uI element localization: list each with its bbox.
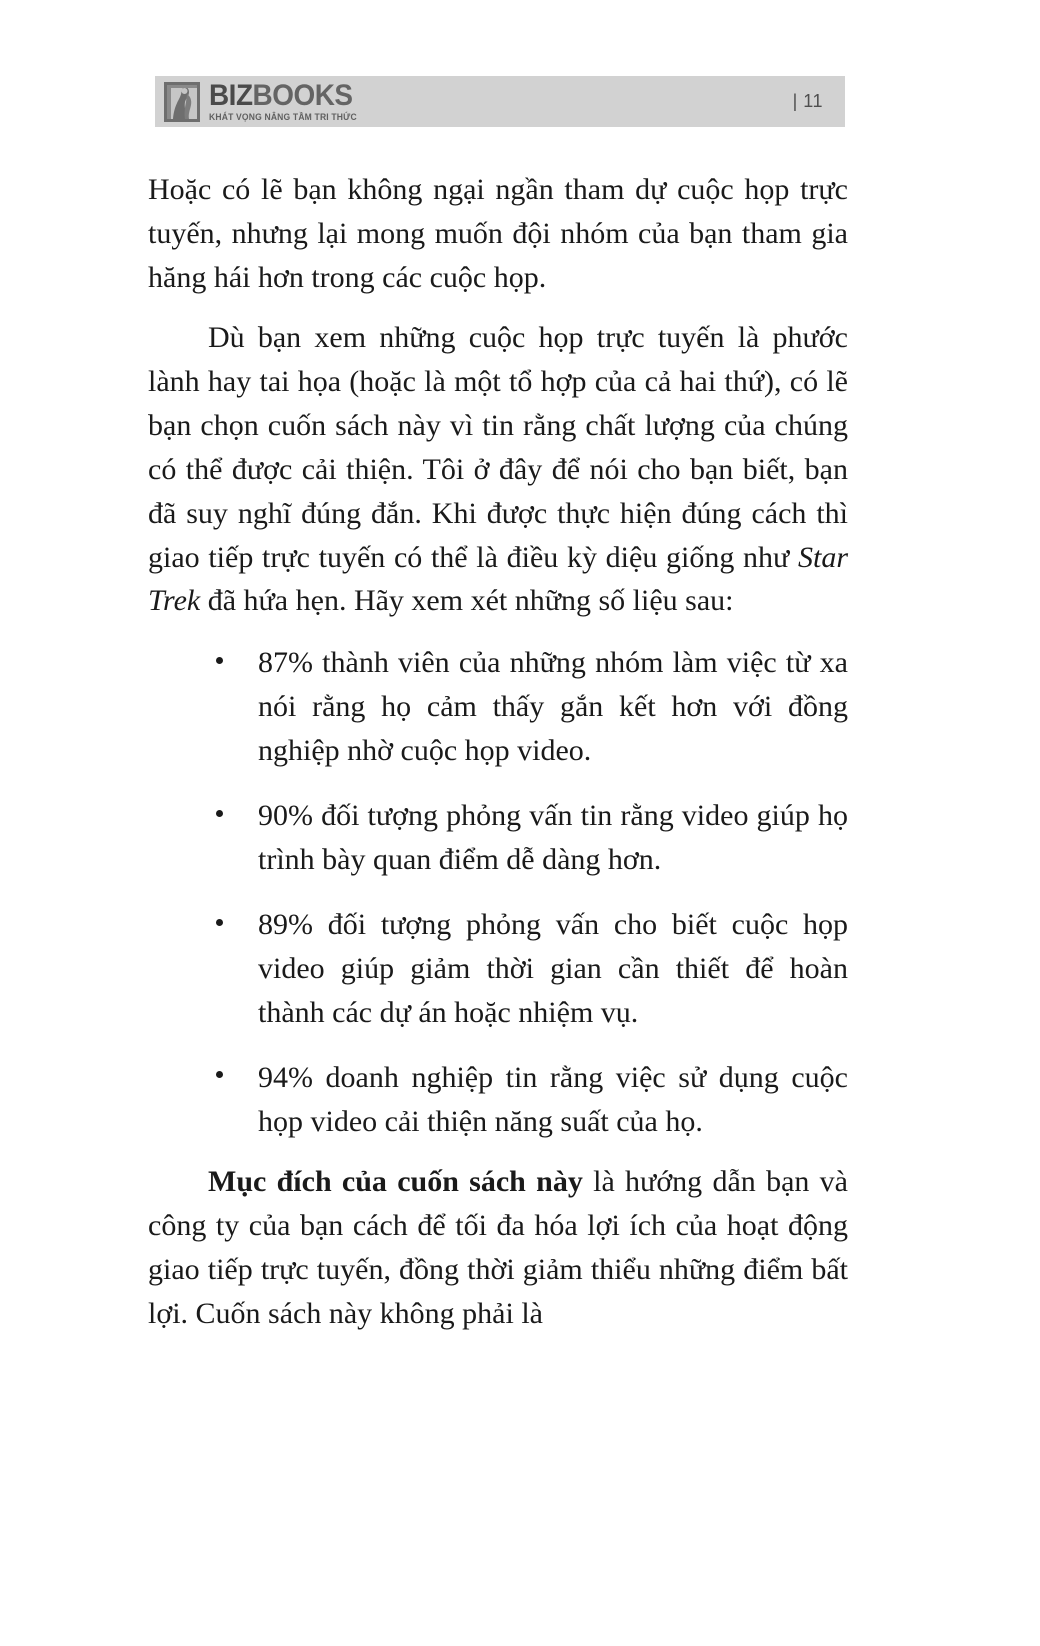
list-item bbox=[148, 1056, 848, 1144]
paragraph-3-bold-lead: Mục đích của cuốn sách này bbox=[208, 1164, 583, 1198]
paragraph-2-text-after: đã hứa hẹn. Hãy xem xét những số liệu sau: bbox=[200, 584, 734, 618]
list-item-text: 87% thành viên của những nhóm làm việc từ xa nói rằng họ cảm thấy gắn kết hơn với đồng nghiệp nhờ cuộc họp video. bbox=[258, 646, 848, 768]
running-header bbox=[155, 76, 845, 127]
brand-tagline: KHÁT VỌNG NÂNG TẦM TRI THỨC bbox=[209, 111, 357, 123]
brand-name-books: BOOKS bbox=[252, 78, 353, 112]
bullet-icon bbox=[216, 657, 223, 664]
paragraph-2 bbox=[148, 316, 848, 624]
paragraph-3 bbox=[148, 1160, 848, 1336]
bullet-icon bbox=[216, 1071, 223, 1078]
bullet-icon bbox=[216, 810, 223, 817]
star-trek-title: Star Trek bbox=[148, 540, 848, 618]
paragraph-3-text: là hướng dẫn bạn và công ty của bạn cách để tối đa hóa lợi ích của hoạt động giao tiếp trực tuyến, đồng thời giảm thiểu những điểm bất lợi. Cuốn sách này không phải là bbox=[148, 1164, 848, 1330]
bullet-icon bbox=[216, 919, 223, 926]
publisher-logo bbox=[155, 78, 373, 123]
book-with-figure-icon bbox=[164, 82, 200, 122]
statistics-list bbox=[148, 641, 848, 1143]
paragraph-1: Hoặc có lẽ bạn không ngại ngần tham dự cuộc họp trực tuyến, nhưng lại mong muốn đội nhóm của bạn tham gia hăng hái hơn trong các cuộc họp. bbox=[148, 173, 848, 294]
page-body bbox=[148, 168, 848, 1336]
brand-name bbox=[209, 78, 362, 112]
list-item bbox=[148, 641, 848, 773]
brand-name-biz: BIZ bbox=[209, 78, 253, 112]
list-item-text: 90% đối tượng phỏng vấn tin rằng video giúp họ trình bày quan điểm dễ dàng hơn. bbox=[258, 799, 848, 877]
list-item bbox=[148, 903, 848, 1035]
page-number: | 11 bbox=[792, 91, 823, 111]
list-item-text: 89% đối tượng phỏng vấn cho biết cuộc họp video giúp giảm thời gian cần thiết để hoàn thành các dự án hoặc nhiệm vụ. bbox=[258, 908, 848, 1029]
list-item bbox=[148, 794, 848, 882]
paragraph-2-text-before: Dù bạn xem những cuộc họp trực tuyến là phước lành hay tai họa (hoặc là một tổ hợp của cả hai thứ), có lẽ bạn chọn cuốn sách này vì tin rằng chất lượng của chúng có thể được cải thiện. Tôi ở đây để nói cho bạn biết, bạn đã suy nghĩ đúng đắn. Khi được thực hiện đúng cách thì giao tiếp trực tuyến có thể là điều kỳ diệu giống như bbox=[148, 320, 848, 574]
list-item-text: 94% doanh nghiệp tin rằng việc sử dụng cuộc họp video cải thiện năng suất của họ. bbox=[258, 1060, 848, 1138]
